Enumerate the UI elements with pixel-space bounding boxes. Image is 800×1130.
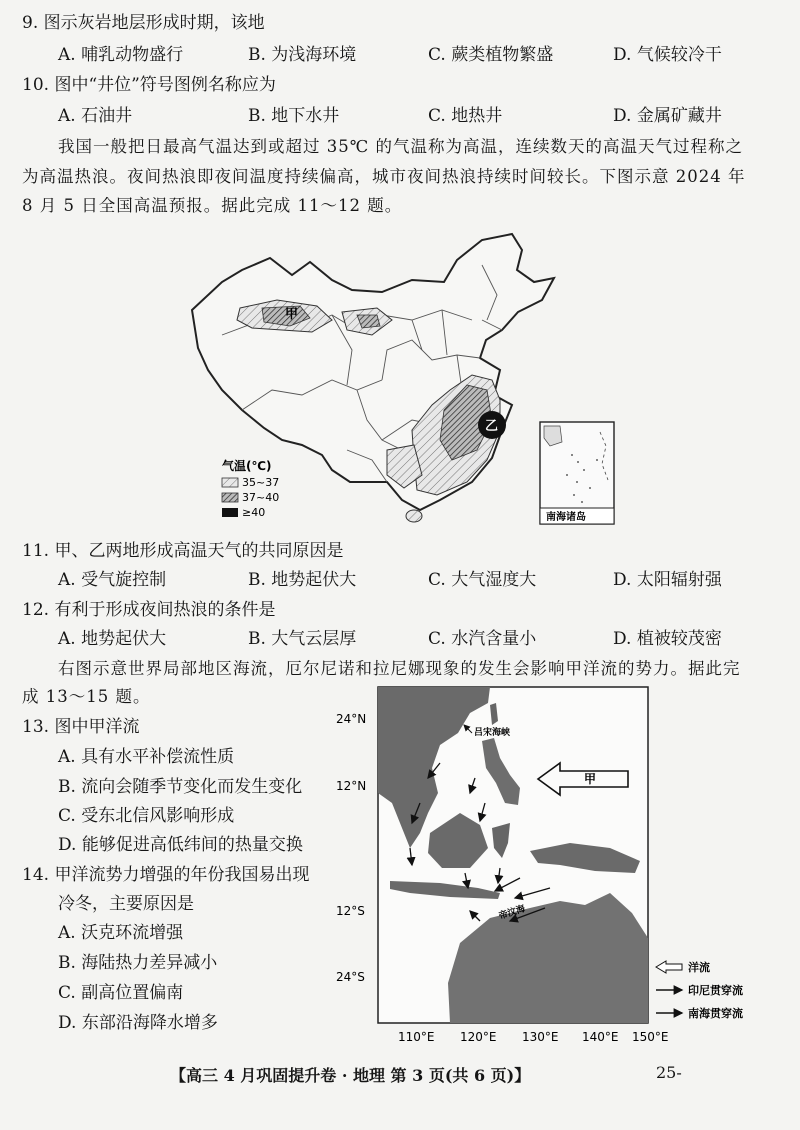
q11-option-c: C. 大气湿度大	[428, 570, 537, 590]
q14-stem-line2: 冷冬，主要原因是	[58, 894, 194, 914]
south-sea-inset	[540, 422, 614, 524]
q14-stem-line1: 14. 甲洋流势力增强的年份我国易出现	[22, 865, 310, 885]
q11-option-b: B. 地势起伏大	[248, 570, 357, 590]
q9-option-a: A. 哺乳动物盛行	[58, 45, 184, 65]
q9-options	[58, 40, 778, 64]
q11-stem: 11. 甲、乙两地形成高温天气的共同原因是	[22, 541, 344, 561]
legend-title: 气温(℃)	[222, 459, 272, 473]
q10-stem: 10. 图中“井位”符号图例名称应为	[22, 75, 276, 95]
map-label-jia: 甲	[285, 307, 299, 322]
intro2-line1: 右图示意世界局部地区海流，厄尔尼诺和拉尼娜现象的发生会影响甲洋流的势力。据此完	[58, 659, 741, 678]
intro1-line2: 为高温热浪。夜间热浪即夜间温度持续偏高，城市夜间热浪持续时间较长。下图示意 2024 年	[22, 167, 746, 186]
q11-option-d: D. 太阳辐射强	[613, 570, 722, 590]
q12-option-a: A. 地势起伏大	[58, 629, 167, 649]
q9-option-d: D. 气候较冷干	[613, 45, 722, 65]
q13-option-c: C. 受东北信风影响形成	[58, 806, 235, 826]
intro2-line2: 成 13～15 题。	[22, 687, 151, 706]
legend-ocean-current: 洋流	[688, 961, 710, 974]
china-map-legend	[222, 458, 279, 519]
legend-swatch-37-40	[222, 493, 238, 502]
jia-label: 甲	[584, 772, 597, 786]
legend-indonesian-throughflow: 印尼贯穿流	[688, 984, 743, 997]
q10-options	[58, 101, 778, 125]
q12-option-b: B. 大气云层厚	[248, 629, 357, 649]
lon-label-110e: 110°E	[398, 1030, 435, 1044]
timor-sea-label: 帝汶海	[497, 903, 527, 922]
q13-stem: 13. 图中甲洋流	[22, 717, 140, 737]
legend-south-china-sea-throughflow: 南海贯穿流	[688, 1007, 743, 1020]
lon-label-140e: 140°E	[582, 1030, 619, 1044]
q13-option-b: B. 流向会随季节变化而发生变化	[58, 777, 303, 797]
ocean-current-map	[336, 683, 782, 1053]
legend-label-40: ≥40	[242, 506, 266, 519]
q9-stem: 9. 图示灰岩地层形成时期，该地	[22, 13, 265, 33]
legend-swatch-40	[222, 508, 238, 517]
hainan-island	[406, 510, 422, 522]
legend-label-37-40: 37~40	[242, 491, 280, 504]
strait-label: 吕宋海峡	[474, 728, 511, 738]
q10-option-a: A. 石油井	[58, 106, 133, 126]
q13-option-a: A. 具有水平补偿流性质	[58, 747, 235, 767]
china-heat-map	[182, 220, 632, 530]
page-footer: 【高三 4 月巩固提升卷 · 地理 第 3 页(共 6 页)】	[170, 1066, 531, 1085]
legend-swatch-35-37	[222, 478, 238, 487]
q10-option-d: D. 金属矿藏井	[613, 106, 722, 126]
lon-label-150e: 150°E	[632, 1030, 669, 1044]
lon-label-120e: 120°E	[460, 1030, 497, 1044]
q14-option-b: B. 海陆热力差异减小	[58, 953, 218, 973]
legend-label-35-37: 35~37	[242, 476, 280, 489]
q10-option-b: B. 地下水井	[248, 106, 340, 126]
q9-option-c: C. 蕨类植物繁盛	[428, 45, 554, 65]
q11-options	[58, 565, 778, 589]
sea-map-legend	[656, 960, 743, 1020]
lat-label-12s: 12°S	[336, 904, 365, 918]
lon-label-130e: 130°E	[522, 1030, 559, 1044]
q10-option-c: C. 地热井	[428, 106, 503, 126]
page-code: 25-	[656, 1063, 682, 1082]
map-label-yi: 乙	[485, 419, 499, 434]
intro1-line1: 我国一般把日最高气温达到或超过 35℃ 的气温称为高温，连续数天的高温天气过程称之	[58, 137, 743, 156]
q11-option-a: A. 受气旋控制	[58, 570, 167, 590]
q13-option-d: D. 能够促进高低纬间的热量交换	[58, 835, 303, 855]
q12-option-c: C. 水汽含量小	[428, 629, 537, 649]
q12-option-d: D. 植被较茂密	[613, 629, 722, 649]
q14-option-d: D. 东部沿海降水增多	[58, 1013, 218, 1033]
q9-option-b: B. 为浅海环境	[248, 45, 357, 65]
intro1-line3: 8 月 5 日全国高温预报。据此完成 11～12 题。	[22, 196, 403, 215]
q12-stem: 12. 有利于形成夜间热浪的条件是	[22, 600, 276, 620]
q12-options	[58, 624, 778, 648]
lat-label-24n: 24°N	[336, 712, 367, 726]
lat-label-12n: 12°N	[336, 779, 367, 793]
q14-option-c: C. 副高位置偏南	[58, 983, 184, 1003]
legend-ocean-current-icon	[656, 961, 682, 973]
inset-label: 南海诸岛	[546, 512, 586, 523]
lat-label-24s: 24°S	[336, 970, 365, 984]
q14-option-a: A. 沃克环流增强	[58, 923, 184, 943]
